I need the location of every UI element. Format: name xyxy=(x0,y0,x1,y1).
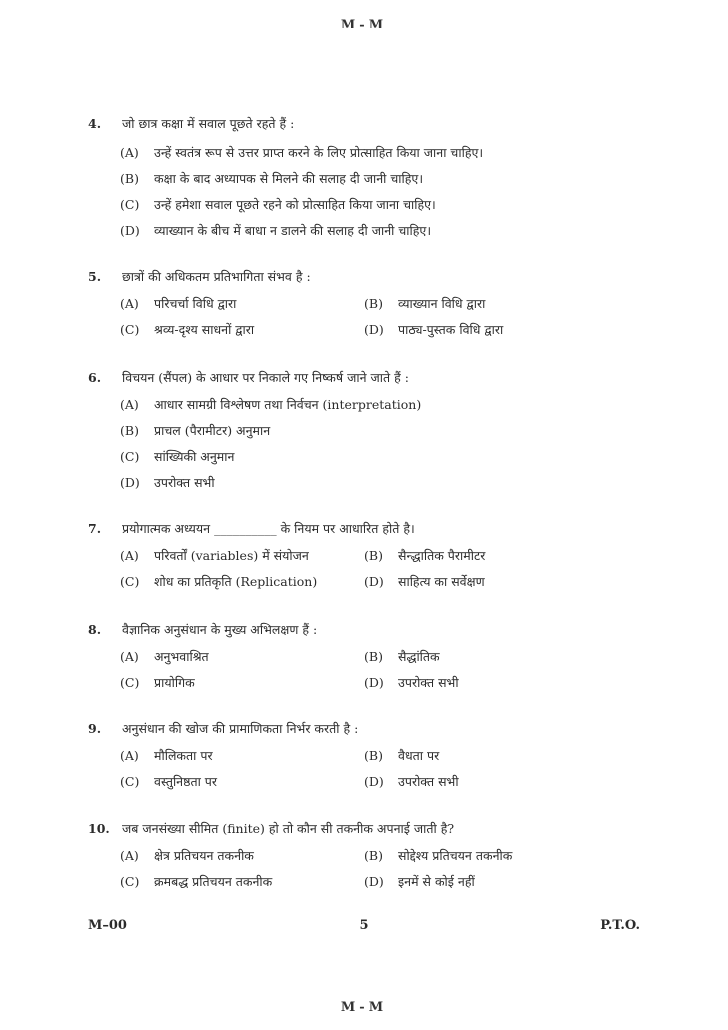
option-b: (B) सोद्देश्य प्रतिचयन तकनीक xyxy=(364,848,513,863)
question-9 xyxy=(88,719,648,795)
page-number: 5 xyxy=(359,918,369,933)
option-b: (B) कक्षा के बाद अध्यापक से मिलने की सलाह दी जानी चाहिए। xyxy=(120,171,424,186)
option-a: (A) मौलिकता पर xyxy=(120,748,213,763)
paper-code: M–00 xyxy=(88,918,127,933)
option-a: (A) परिचर्चा विधि द्वारा xyxy=(120,296,237,311)
question-text: प्रयोगात्मक अध्ययन __________ के नियम पर आधारित होते है। xyxy=(122,521,415,536)
option-a: (A) क्षेत्र प्रतिचयन तकनीक xyxy=(120,848,254,863)
option-c: (C) क्रमबद्ध प्रतिचयन तकनीक xyxy=(120,874,273,889)
option-a: (A) आधार सामग्री विश्लेषण तथा निर्वचन (interpretation) xyxy=(120,397,422,412)
option-d: (D) उपरोक्त सभी xyxy=(120,475,215,490)
pto-label: P.T.O. xyxy=(600,918,640,933)
option-b: (B) व्याख्यान विधि द्वारा xyxy=(364,296,486,311)
question-10 xyxy=(88,819,648,895)
option-b: (B) प्राचल (पैरामीटर) अनुमान xyxy=(120,423,271,438)
option-d: (D) उपरोक्त सभी xyxy=(364,774,459,789)
option-a: (A) अनुभवाश्रित xyxy=(120,649,209,664)
question-text: छात्रों की अधिकतम प्रतिभागिता संभव है : xyxy=(122,269,311,284)
option-d: (D) व्याख्यान के बीच में बाधा न डालने की सलाह दी जानी चाहिए। xyxy=(120,223,432,238)
option-a: (A) परिवर्तों (variables) में संयोजन xyxy=(120,548,309,563)
option-c: (C) उन्हें हमेशा सवाल पूछते रहने को प्रोत्साहित किया जाना चाहिए। xyxy=(120,197,436,212)
option-d: (D) साहित्य का सर्वेक्षण xyxy=(364,574,485,589)
page-footer xyxy=(88,918,640,938)
option-c: (C) वस्तुनिष्ठता पर xyxy=(120,774,218,789)
option-b: (B) सैद्धांतिक xyxy=(364,649,440,664)
question-text: जब जनसंख्या सीमित (finite) हो तो कौन सी तकनीक अपनाई जाती है? xyxy=(122,821,455,836)
question-7 xyxy=(88,519,648,595)
option-d: (D) इनमें से कोई नहीं xyxy=(364,874,475,889)
option-d: (D) उपरोक्त सभी xyxy=(364,675,459,690)
question-number: 6. xyxy=(88,370,102,385)
question-6 xyxy=(88,368,648,496)
question-4 xyxy=(88,114,648,244)
option-d: (D) पाठ्य-पुस्तक विधि द्वारा xyxy=(364,322,504,337)
question-text: जो छात्र कक्षा में सवाल पूछते रहते हैं : xyxy=(122,116,295,131)
option-a: (A) उन्हें स्वतंत्र रूप से उत्तर प्राप्त करने के लिए प्रोत्साहित किया जाना चाहिए। xyxy=(120,145,484,160)
question-number: 10. xyxy=(88,821,110,836)
option-c: (C) शोध का प्रतिकृति (Replication) xyxy=(120,574,318,589)
question-8 xyxy=(88,620,648,696)
question-text: विचयन (सैंपल) के आधार पर निकाले गए निष्कर्ष जाने जाते हैं : xyxy=(122,370,409,385)
question-text: वैज्ञानिक अनुसंधान के मुख्य अभिलक्षण हैं : xyxy=(122,622,318,637)
option-c: (C) श्रव्य-दृश्य साधनों द्वारा xyxy=(120,322,255,337)
option-b: (B) सैन्द्धातिक पैरामीटर xyxy=(364,548,486,563)
question-number: 5. xyxy=(88,269,102,284)
option-b: (B) वैधता पर xyxy=(364,748,440,763)
question-5 xyxy=(88,267,648,343)
option-c: (C) प्रायोगिक xyxy=(120,675,195,690)
question-number: 9. xyxy=(88,721,102,736)
question-number: 8. xyxy=(88,622,102,637)
option-c: (C) सांख्यिकी अनुमान xyxy=(120,449,235,464)
question-number: 4. xyxy=(88,116,102,131)
question-text: अनुसंधान की खोज की प्रामाणिकता निर्भर करती है : xyxy=(122,721,359,736)
question-number: 7. xyxy=(88,521,102,536)
footer-mark: M-M xyxy=(340,1000,388,1012)
header-mark: M-M xyxy=(340,18,388,28)
